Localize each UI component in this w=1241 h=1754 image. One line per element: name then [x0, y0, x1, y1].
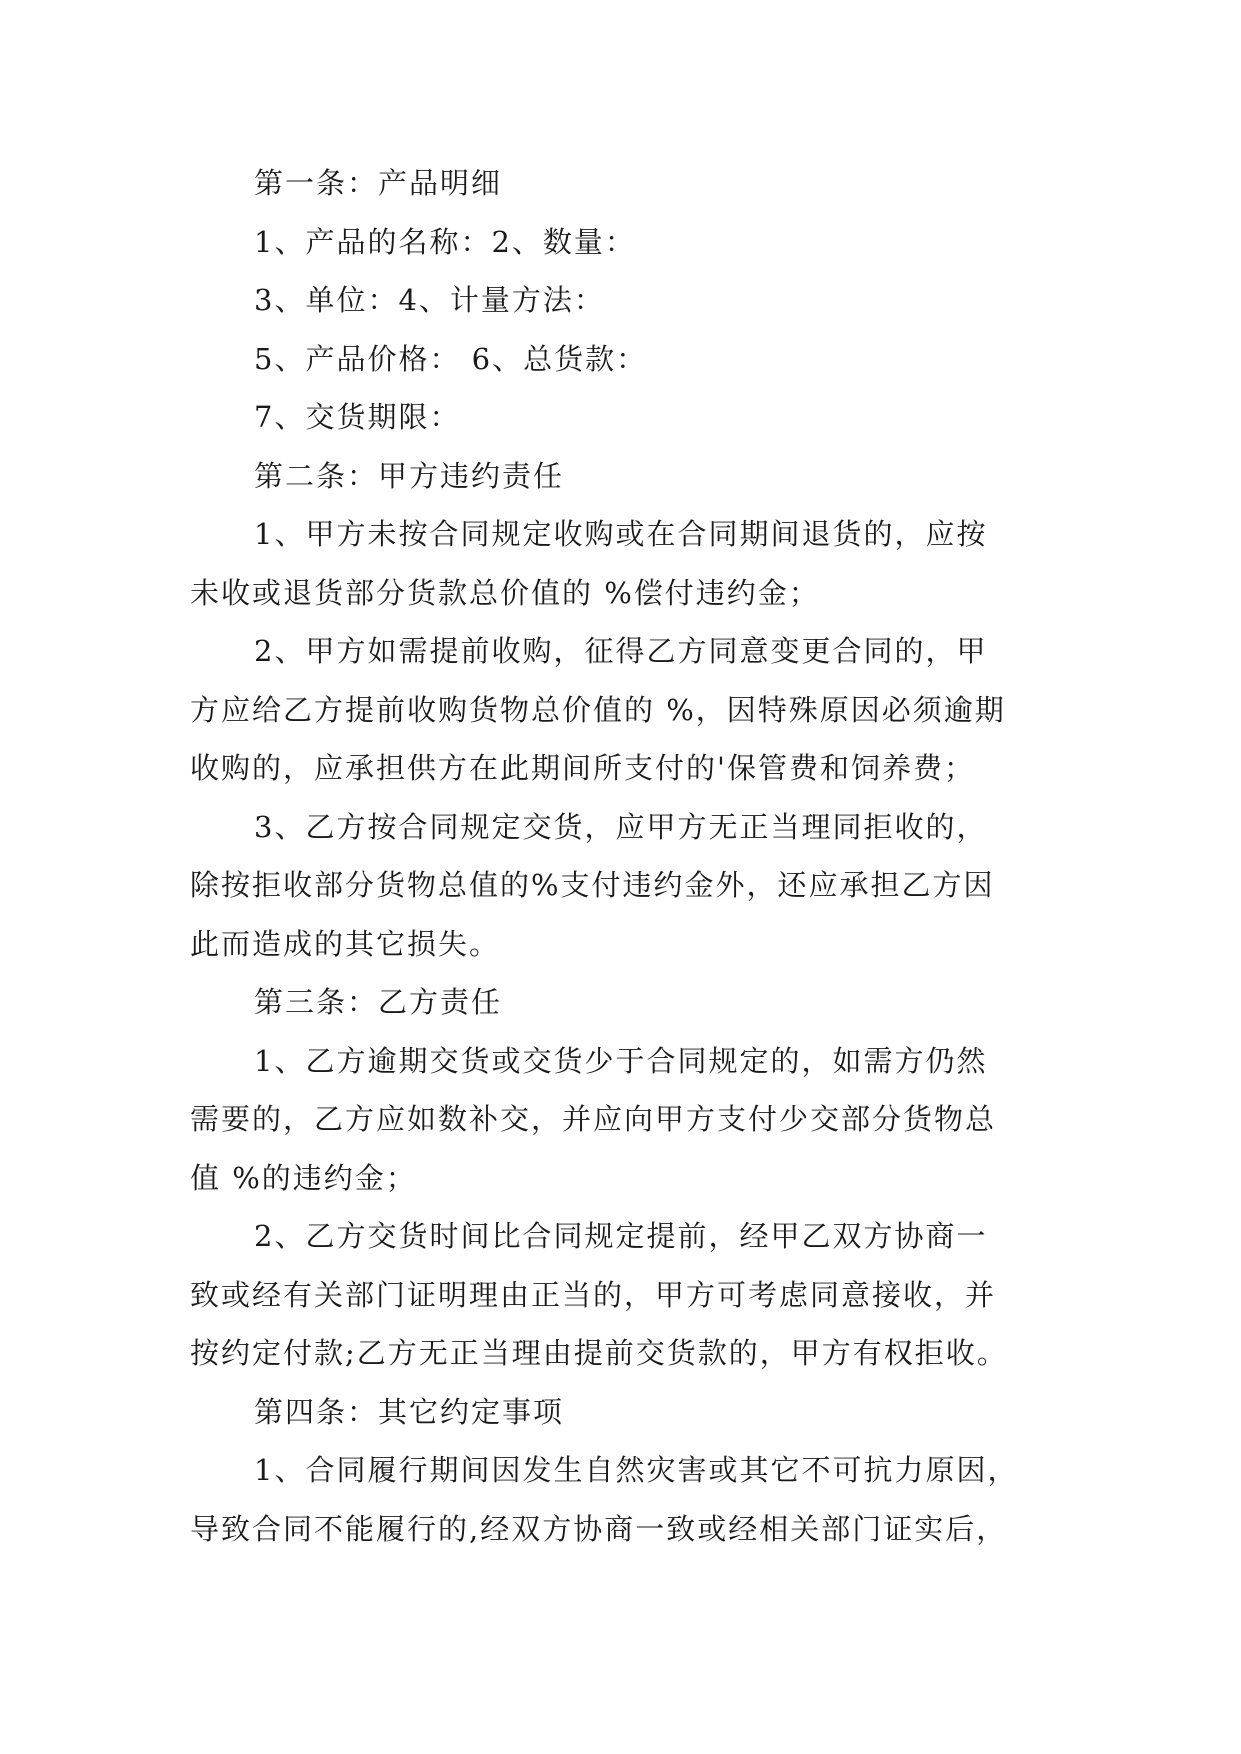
paragraph-line: 未收或退货部分货款总价值的 %偿付违约金；	[190, 575, 820, 610]
paragraph-line: 按约定付款;乙方无正当理由提前交货款的，甲方有权拒收。	[190, 1336, 1008, 1370]
paragraph-line: 导致合同不能履行的,经双方协商一致或经相关部门证实后，	[190, 1511, 1008, 1546]
paragraph-line: 值 %的违约金；	[190, 1160, 417, 1195]
paragraph-line: 7、交货期限：	[254, 400, 461, 434]
document-body	[190, 154, 1052, 1558]
paragraph-line: 2、乙方交货时间比合同规定提前，经甲乙双方协商一	[254, 1219, 988, 1253]
paragraph-line: 3、单位：4、计量方法：	[254, 283, 605, 317]
paragraph-line: 3、乙方按合同规定交货，应甲方无正当理同拒收的，	[254, 809, 988, 844]
paragraph-line: 1、合同履行期间因发生自然灾害或其它不可抗力原因，	[254, 1453, 1019, 1487]
paragraph-line: 收购的，应承担供方在此期间所支付的'保管费和饲养费；	[190, 751, 975, 785]
section-heading-3: 第三条：乙方责任	[254, 985, 503, 1019]
paragraph-line: 需要的，乙方应如数补交，并应向甲方支付少交部分货物总	[190, 1102, 997, 1136]
section-heading-1: 第一条：产品明细	[254, 166, 503, 200]
section-heading-4: 第四条：其它约定事项	[254, 1394, 565, 1429]
section-heading-2: 第二条：甲方违约责任	[254, 458, 565, 493]
paragraph-line: 1、乙方逾期交货或交货少于合同规定的，如需方仍然	[254, 1043, 988, 1078]
paragraph-line: 致或经有关部门证明理由正当的，甲方可考虑同意接收，并	[190, 1277, 997, 1312]
paragraph-line: 2、甲方如需提前收购，征得乙方同意变更合同的，甲	[254, 634, 988, 668]
paragraph-line: 此而造成的其它损失。	[190, 926, 501, 961]
paragraph-line: 1、产品的名称：2、数量：	[254, 224, 636, 259]
paragraph-line: 5、产品价格： 6、总货款：	[254, 341, 648, 376]
paragraph-line: 除按拒收部分货物总值的%支付违约金外，还应承担乙方因	[190, 868, 995, 902]
paragraph-line: 1、甲方未按合同规定收购或在合同期间退货的，应按	[254, 517, 988, 551]
paragraph-line: 方应给乙方提前收购货物总价值的 %，因特殊原因必须逾期	[190, 692, 1006, 727]
